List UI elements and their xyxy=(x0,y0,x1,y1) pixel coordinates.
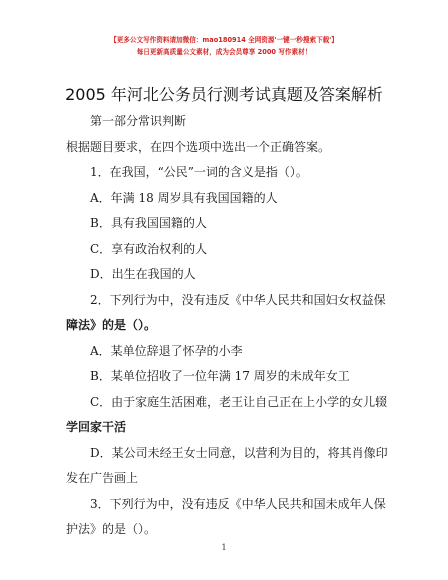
question-2-option-d xyxy=(66,443,388,494)
document-body xyxy=(66,111,388,545)
promo-banner xyxy=(0,34,448,58)
question-2-option-b: B．某单位招收了一位年满 17 周岁的未成年女工 xyxy=(90,369,350,383)
question-2-option-d-line1: D．某公司未经王女士同意，以营利为目的，将其肖像印 xyxy=(90,445,388,460)
question-2-option-c xyxy=(66,392,388,443)
question-1-option-b: B．具有我国国籍的人 xyxy=(90,216,207,230)
question-2-stem-line1: 2．下列行为中，没有违反《中华人民共和国妇女权益保 xyxy=(90,292,386,307)
question-2-option-c-line2: 学回家干活 xyxy=(66,420,127,434)
question-1-stem: 1．在我国，“公民”一词的含义是指（）。 xyxy=(90,165,308,179)
section-heading: 第一部分常识判断 xyxy=(90,114,187,128)
question-3-stem-line1: 3．下列行为中，没有违反《中华人民共和国未成年人保 xyxy=(90,496,386,511)
question-2-option-c-line1: C．由于家庭生活困难，老王让自己正在上小学的女儿辍 xyxy=(90,394,388,409)
question-2-option-a: A．某单位辞退了怀孕的小李 xyxy=(90,343,243,358)
promo-banner-line1: 【更多公文写作资料请加微信：mao180914 全网资源'一键一秒搜索下载'】 xyxy=(110,36,338,44)
promo-banner-line2: 每日更新高质量公文素材，成为会员尊享 2000 写作素材！ xyxy=(136,48,312,56)
question-2-option-d-line2: 发在广告画上 xyxy=(66,471,139,485)
instruction-text: 根据题目要求，在四个选项中选出一个正确答案。 xyxy=(66,139,331,154)
question-1-option-a: A．年满 18 周岁具有我国国籍的人 xyxy=(90,190,278,205)
page-number: 1 xyxy=(221,543,227,552)
question-1-option-d: D．出生在我国的人 xyxy=(90,267,196,281)
document-title: 2005 年河北公务员行测考试真题及答案解析 xyxy=(65,85,383,104)
question-2-stem-line2: 障法》的是（）。 xyxy=(66,318,157,332)
question-3-stem-line2: 护法》的是（）。 xyxy=(66,522,157,536)
question-2-stem xyxy=(66,290,386,341)
question-3-stem xyxy=(66,494,386,545)
question-1-option-c: C．享有政治权利的人 xyxy=(90,241,208,256)
